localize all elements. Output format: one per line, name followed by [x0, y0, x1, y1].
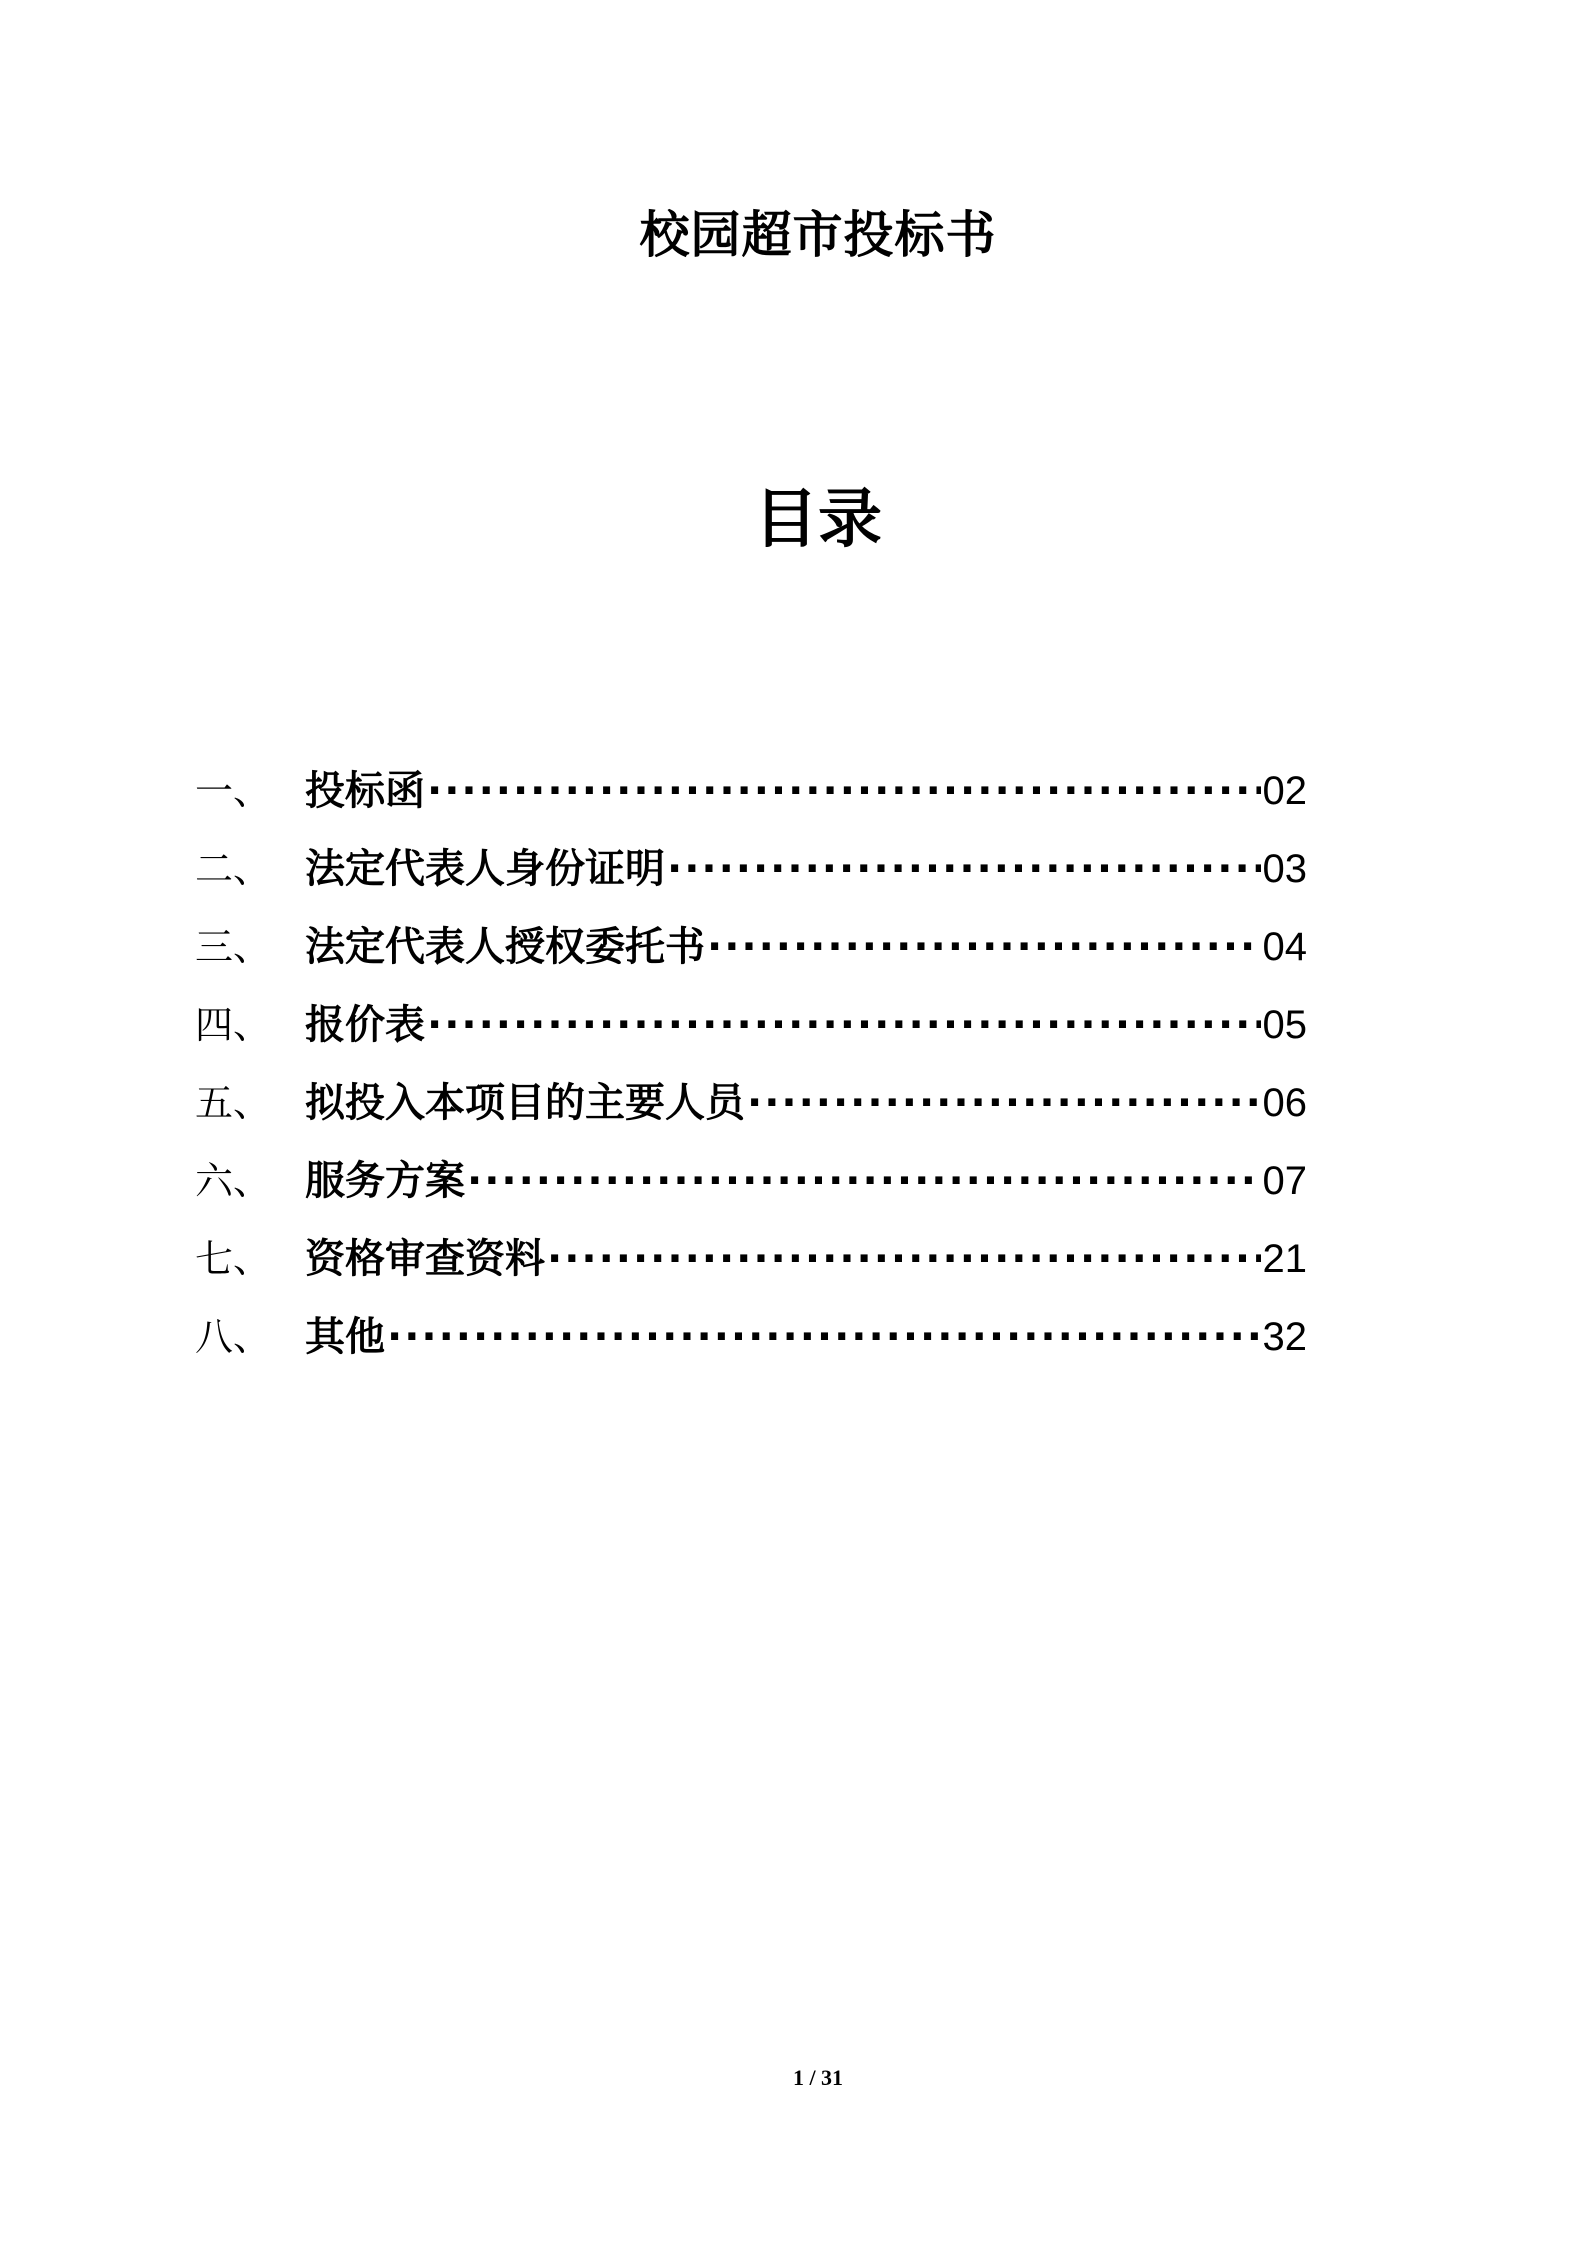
- toc-entry-number: 六、: [195, 1159, 272, 1203]
- toc-entry-number: 七、: [195, 1237, 272, 1281]
- toc-leader-dots: [667, 830, 1261, 908]
- page-number: 1 / 31: [792, 2065, 844, 2090]
- toc-entry[interactable]: [195, 1142, 1307, 1220]
- document-title: 校园超市投标书: [639, 206, 997, 264]
- toc-entry-title: 法定代表人身份证明: [305, 846, 665, 892]
- toc-entry-page: 03: [1262, 847, 1307, 891]
- toc-entry-page: 06: [1262, 1081, 1307, 1125]
- toc-leader-dots: [427, 986, 1261, 1064]
- toc-entry-page: 07: [1262, 1159, 1307, 1203]
- toc-entry-number: 一、: [195, 769, 272, 813]
- toc-entry-title: 其他: [305, 1314, 385, 1360]
- toc-leader-dots: [427, 752, 1261, 830]
- toc-entry[interactable]: [195, 830, 1307, 908]
- toc-entry-number: 四、: [195, 1003, 272, 1047]
- toc-entry-number: 八、: [195, 1315, 272, 1359]
- toc-entry-page: 04: [1262, 925, 1307, 969]
- toc-entry-number: 五、: [195, 1081, 272, 1125]
- toc-entry[interactable]: [195, 908, 1307, 986]
- toc-entry[interactable]: [195, 1220, 1307, 1298]
- toc-leader-dots: [707, 908, 1261, 986]
- toc-entry[interactable]: [195, 986, 1307, 1064]
- toc-leader-dots: [387, 1298, 1261, 1376]
- toc-entry-title: 服务方案: [305, 1158, 465, 1204]
- toc-leader-dots: [747, 1064, 1261, 1142]
- toc-entry-title: 拟投入本项目的主要人员: [305, 1080, 745, 1126]
- toc-entry-page: 02: [1262, 769, 1307, 813]
- toc-leader-dots: [467, 1142, 1261, 1220]
- toc-entry-number: 二、: [195, 847, 272, 891]
- toc-entry-page: 32: [1262, 1315, 1307, 1359]
- toc-entry[interactable]: [195, 1298, 1307, 1376]
- toc-heading: 目录: [754, 483, 882, 557]
- toc-entry[interactable]: [195, 752, 1307, 830]
- toc-entry-page: 05: [1262, 1003, 1307, 1047]
- toc-entry-title: 报价表: [305, 1002, 425, 1048]
- toc-entry[interactable]: [195, 1064, 1307, 1142]
- toc-entry-page: 21: [1262, 1237, 1307, 1281]
- toc-entry-title: 投标函: [305, 768, 425, 814]
- toc-entry-title: 法定代表人授权委托书: [305, 924, 705, 970]
- table-of-contents: [195, 752, 1307, 1376]
- toc-leader-dots: [547, 1220, 1261, 1298]
- toc-entry-title: 资格审查资料: [305, 1236, 545, 1282]
- toc-entry-number: 三、: [195, 925, 272, 969]
